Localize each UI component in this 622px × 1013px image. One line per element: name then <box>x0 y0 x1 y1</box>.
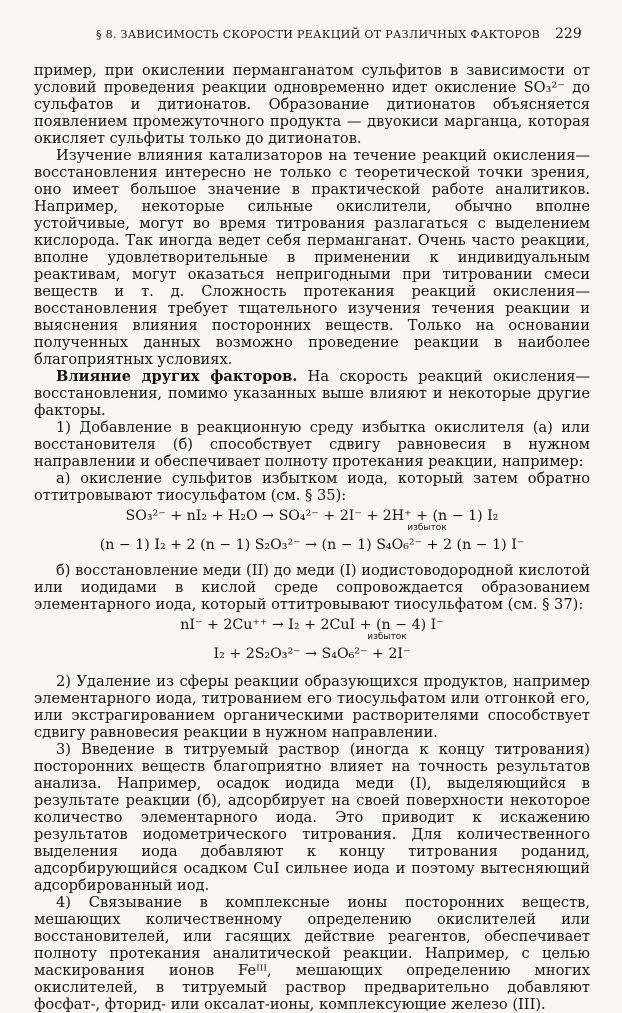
paragraph-other-factors <box>34 368 590 419</box>
equation-4: I₂ + 2S₂O₃²⁻ → S₄O₆²⁻ + 2I⁻ <box>213 646 411 662</box>
excess-note-1: избыток <box>407 523 447 533</box>
list-item-2: 2) Удаление из сферы реакции образующихся продуктов, например элементарного иода, титрованием его тиосульфатом или отгонкой его, или экстрагированием органическими растворителями способствует сдвигу равновесия реакции в нужном направлении. <box>34 673 590 741</box>
list-item-1: 1) Добавление в реакционную среду избытка окислителя (а) или восстановителя (б) способствует сдвигу равновесия в нужном направлении и обеспечивает полноту протекания реакции, например: <box>34 419 590 470</box>
section-heading: Влияние других факторов. <box>56 368 298 385</box>
list-item-1b: б) восстановление меди (II) до меди (I) иодистоводородной кислотой или иодидами в кислой среде сопровождается образованием элементарного иода, который оттитровывают тиосульфатом (см. § 37): <box>34 562 590 613</box>
paragraph-continued: пример, при окислении перманганатом сульфитов в зависимости от условий проведения реакции одновременно идет окисление SO₃²⁻ до сульфатов и дитионатов. Образование дитионатов объясняется появлением промежуточного продукта — двуокиси марганца, которая окисляет сульфиты только до дитионатов. <box>34 62 590 147</box>
equation-3: nI⁻ + 2Cu⁺⁺ → I₂ + 2CuI + (n − 4) I⁻ <box>180 617 444 633</box>
list-item-1a: а) окисление сульфитов избытком иода, который затем обратно оттитровывают тиосульфатом (см. § 35): <box>34 470 590 504</box>
running-title: § 8. ЗАВИСИМОСТЬ СКОРОСТИ РЕАКЦИЙ ОТ РАЗЛИЧНЫХ ФАКТОРОВ <box>95 28 541 41</box>
section-intro: На скорость реакций окисления—восстановления, помимо указанных выше влияют и некоторые другие факторы. <box>34 368 591 419</box>
equation-1-text: SO₃²⁻ + nI₂ + H₂O → SO₄²⁻ + 2I⁻ + 2H⁺ + (n − 1) I₂ <box>125 508 499 524</box>
list-item-4: 4) Связывание в комплексные ионы посторонних веществ, мешающих количественному определению окислителей или восстановителей, или гасящих действие реагентов, обеспечивает полноту протекания аналитической реакции. Например, с целью маскирования ионов Feᴵᴵᴵ, мешающих определению многих окислителей, в титруемый раствор предварительно добавляют фосфат-, фторид- или оксалат-ионы, комплексующие железо (III). <box>34 894 590 1013</box>
page-number: 229 <box>555 26 582 42</box>
paragraph-catalysts: Изучение влияния катализаторов на течение реакций окисления—восстановления интересно не только с теоретической точки зрения, оно имеет большое значение в практической работе аналитиков. Например, некоторые сильные окислители, обычно вполне устойчивые, могут во время титрования разлагаться с выделением кислорода. Так иногда ведет себя перманганат. Очень часто реакции, вполне удовлетворительные в применении к индивидуальным реактивам, могут оказаться непригодными при титровании смеси веществ и т. д. Сложность протекания реакций окисления—восстановления требует тщательного изучения течения реакции и выяснения влияния посторонних веществ. Только на основании полученных данных возможно проведение реакции в наиболее благоприятных условиях. <box>34 147 590 368</box>
list-item-3: 3) Введение в титруемый раствор (иногда к концу титрования) посторонних веществ благоприятно влияет на точность результатов анализа. Например, осадок иодида меди (I), выделяющийся в результате реакции (б), адсорбирует на своей поверхности некоторое количество элементарного иода. Это приводит к искажению результатов иодометрического титрования. Для количественного выделения иода добавляют к концу титрования роданид, адсорбирующийся осадком CuI сильнее иода и поэтому вытесняющий адсорбированный иод. <box>34 741 590 894</box>
excess-note-2: избыток <box>367 632 407 642</box>
page-header <box>0 20 622 44</box>
page-body <box>34 62 590 1013</box>
equation-2: (n − 1) I₂ + 2 (n − 1) S₂O₃²⁻ → (n − 1) S₄O₆²⁻ + 2 (n − 1) I⁻ <box>99 537 525 553</box>
